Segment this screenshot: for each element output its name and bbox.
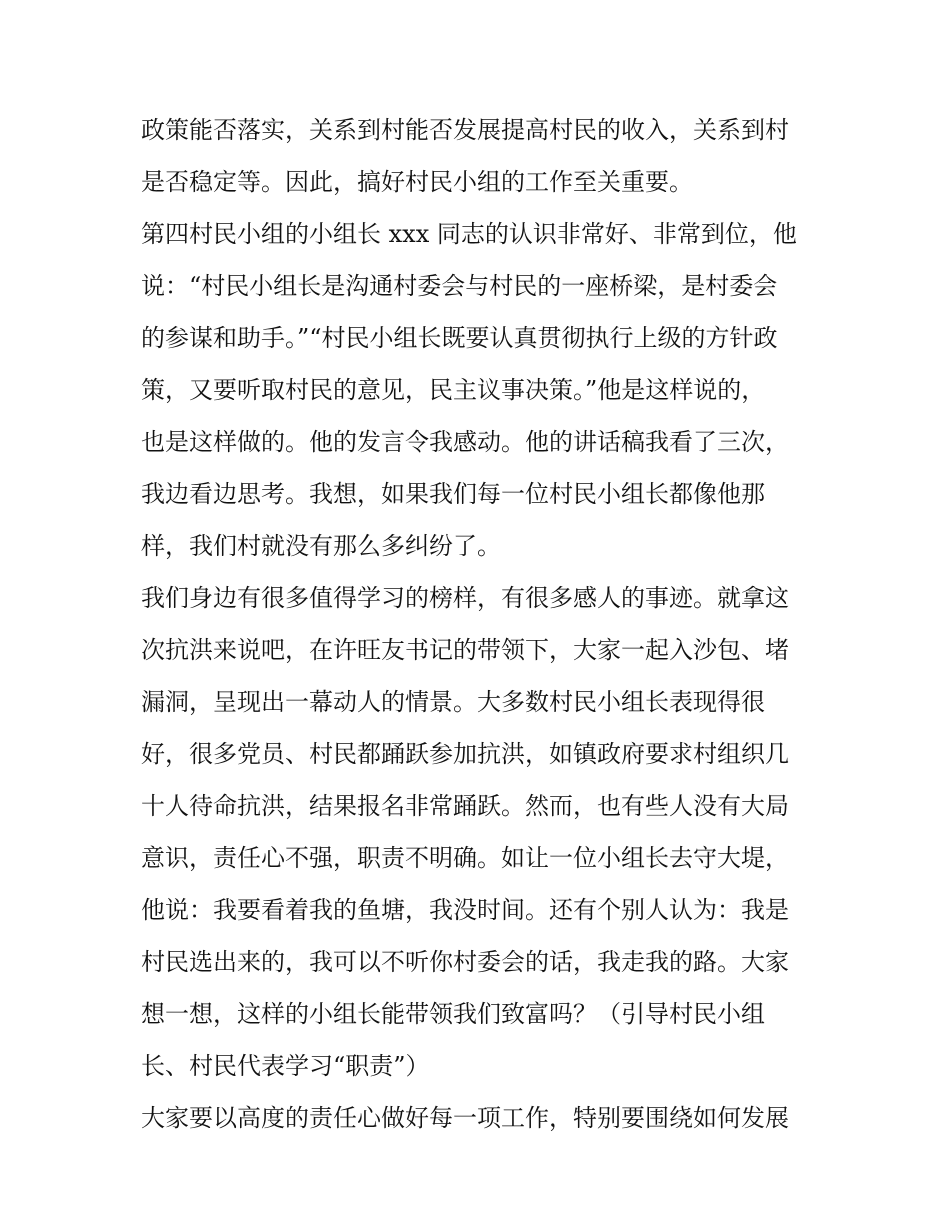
text-line: 样，我们村就没有那么多纠纷了。 [141, 532, 501, 560]
text-line: 意识，责任心不强，职责不明确。如让一位小组长去守大堤， [141, 844, 789, 872]
text-line: 我边看边思考。我想，如果我们每一位村民小组长都像他那 [141, 480, 765, 508]
text-line: 是否稳定等。因此，搞好村民小组的工作至关重要。 [141, 168, 693, 196]
text-line: 次抗洪来说吧，在许旺友书记的带领下，大家一起入沙包、堵 [141, 636, 789, 664]
text-line: 好，很多党员、村民都踊跃参加抗洪，如镇政府要求村组织几 [141, 740, 789, 768]
text-line: 长、村民代表学习“职责”） [141, 1052, 430, 1080]
text-line: 村民选出来的，我可以不听你村委会的话，我走我的路。大家 [141, 948, 789, 976]
document-body [141, 104, 813, 1144]
text-line: 第四村民小组的小组长 xxx 同志的认识非常好、非常到位，他 [141, 220, 797, 248]
text-line: 的参谋和助手。”“村民小组长既要认真贯彻执行上级的方针政 [141, 324, 778, 352]
text-line: 漏洞，呈现出一幕动人的情景。大多数村民小组长表现得很 [141, 688, 765, 716]
text-line: 十人待命抗洪，结果报名非常踊跃。然而，也有些人没有大局 [141, 792, 789, 820]
text-line: 我们身边有很多值得学习的榜样，有很多感人的事迹。就拿这 [141, 584, 789, 612]
text-line: 策，又要听取村民的意见，民主议事决策。”他是这样说的， [141, 376, 766, 404]
text-line: 也是这样做的。他的发言令我感动。他的讲话稿我看了三次， [141, 428, 789, 456]
text-line: 他说：我要看着我的鱼塘，我没时间。还有个别人认为：我是 [141, 896, 789, 924]
text-line: 政策能否落实，关系到村能否发展提高村民的收入，关系到村 [141, 116, 789, 144]
text-line: 说：“村民小组长是沟通村委会与村民的一座桥梁，是村委会 [141, 272, 778, 300]
text-line: 大家要以高度的责任心做好每一项工作，特别要围绕如何发展 [141, 1104, 789, 1132]
text-line: 想一想，这样的小组长能带领我们致富吗？（引导村民小组 [141, 1000, 765, 1028]
